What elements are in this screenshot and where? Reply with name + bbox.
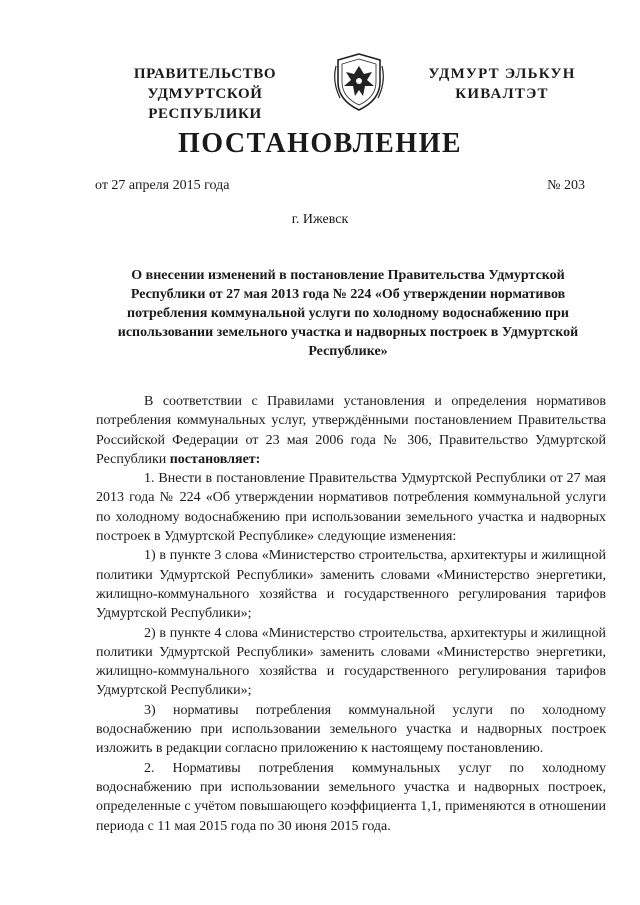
issuer-udmurt-line-2: КИВАЛТЭТ — [455, 86, 549, 102]
document-subject: О внесении изменений в постановление Правительства Удмуртской Республики от 27 мая 2013 года № 224 «Об утверждении нормативов потребления коммунальной услуги по холодному водоснабжению при использовании земельного участка и надворных построек в Удмуртской Республике» — [117, 268, 579, 359]
issuer-line-1: ПРАВИТЕЛЬСТВО — [133, 66, 277, 82]
document-title: ПОСТАНОВЛЕНИЕ — [177, 128, 463, 159]
item-1-paragraph: 1. Внести в постановление Правительства Удмуртской Республики от 27 мая 2013 года № 224 «Об утверждении нормативов потребления коммунальной услуги по холодному водоснабжению при использовании земельного участка и надворных построек в Удмуртской Республике» следующие изменения: — [96, 471, 606, 545]
subitem-2-paragraph: 2) в пункте 4 слова «Министерство строительства, архитектуры и жилищной политики Удмуртской Республики» заменить словами «Министерство энергетики, жилищно-коммунального хозяйства и государственного регулирования тарифов Удмуртской Республики»; — [96, 625, 606, 699]
issuer-name-russian — [92, 64, 318, 124]
issuer-udmurt-line-1: УДМУРТ ЭЛЬКУН — [428, 66, 576, 82]
subitem-1-paragraph: 1) в пункте 3 слова «Министерство строительства, архитектуры и жилищной политики Удмуртской Республики» заменить словами «Министерство энергетики, жилищно-коммунального хозяйства и государственного регулирования тарифов Удмуртской Республики»; — [96, 548, 606, 622]
resolution-keyword: постановляет: — [169, 451, 261, 467]
coat-of-arms-emblem-icon — [330, 52, 388, 112]
preamble-paragraph — [96, 392, 606, 469]
document-date: от 27 апреля 2015 года — [95, 178, 230, 193]
issuer-line-2: УДМУРТСКОЙ РЕСПУБЛИКИ — [147, 86, 263, 122]
item-2-paragraph: 2. Нормативы потребления коммунальных услуг по холодному водоснабжению при использовании земельного участка и надворных построек, определенные с учётом повышающего коэффициента 1,1, применяются в отношении периода с 11 мая 2015 года по 30 июня 2015 года. — [96, 760, 606, 834]
document-body — [96, 392, 606, 836]
issuer-name-udmurt — [402, 64, 602, 104]
subitem-3-paragraph: 3) нормативы потребления коммунальной услуги по холодному водоснабжению при использовании земельного участка и надворных построек изложить в редакции согласно приложению к настоящему постановлению. — [96, 702, 606, 757]
document-number: № 203 — [547, 178, 585, 193]
document-city: г. Ижевск — [291, 212, 349, 227]
preamble-text: В соответствии с Правилами установления и определения нормативов потребления коммунальных услуг, утверждёнными постановлением Правительства Российской Федерации от 23 мая 2006 года № 306, Правительство Удмуртской Республики — [96, 394, 606, 467]
